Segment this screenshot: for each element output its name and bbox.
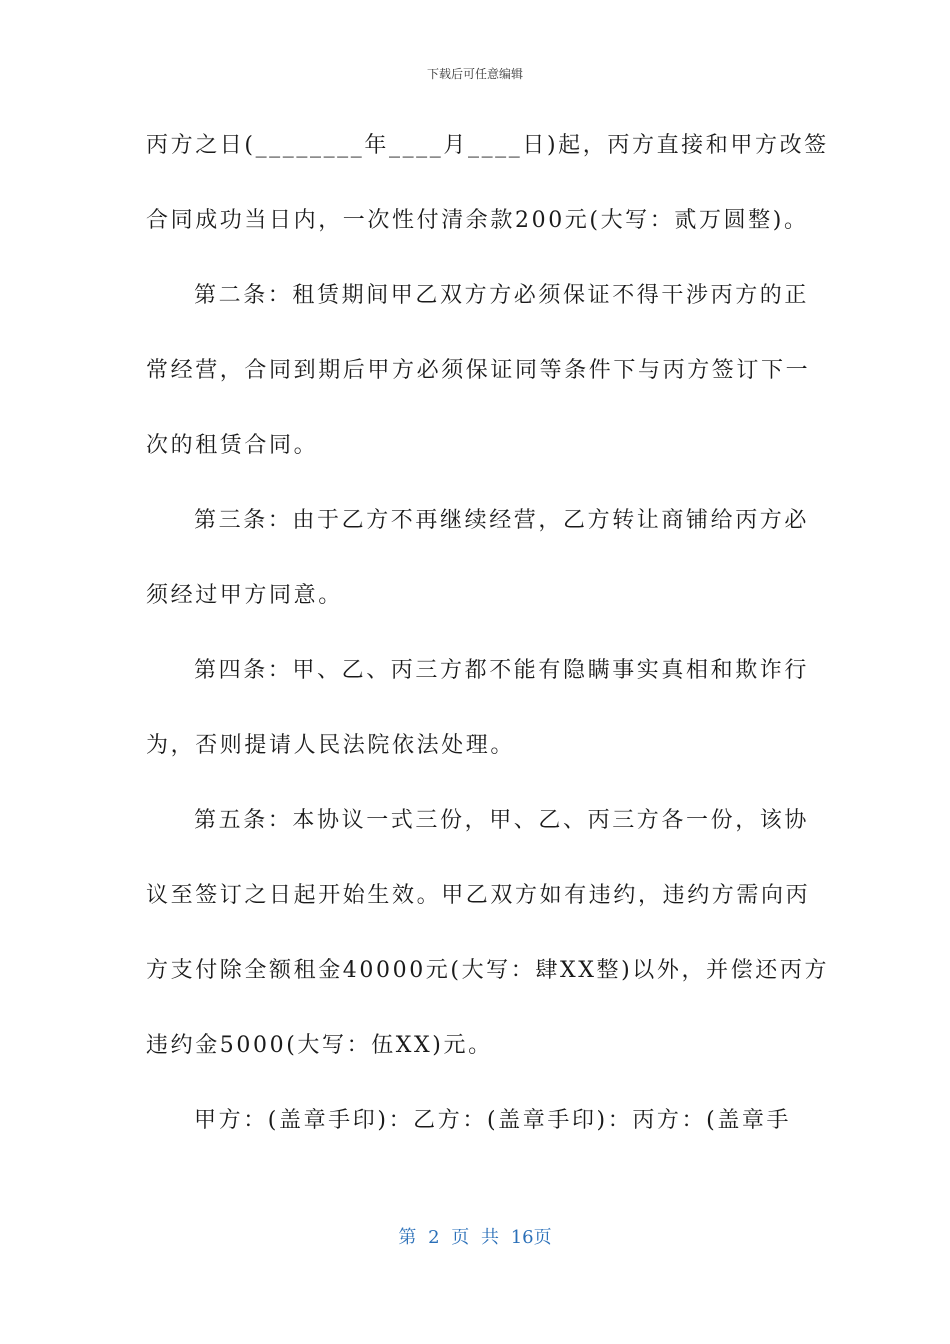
document-body — [146, 108, 830, 1158]
text-line: 须经过甲方同意。 — [146, 583, 343, 608]
page-number: 第 2 页 共 16页 — [398, 1227, 552, 1248]
text-line: 方支付除全额租金40000元(大写：肆XX整)以外，并偿还丙方 — [146, 958, 830, 983]
text-line: 次的租赁合同。 — [146, 433, 319, 458]
text-line: 议至签订之日起开始生效。甲乙双方如有违约，违约方需向丙 — [146, 883, 811, 908]
text-line: 为，否则提请人民法院依法处理。 — [146, 733, 516, 758]
text-line: 第四条：甲、乙、丙三方都不能有隐瞒事实真相和欺诈行 — [194, 658, 810, 683]
text-line: 甲方：(盖章手印)：乙方：(盖章手印)：丙方：(盖章手 — [194, 1108, 792, 1133]
text-line: 常经营，合同到期后甲方必须保证同等条件下与丙方签订下一 — [146, 358, 811, 383]
text-line: 违约金5000(大写：伍XX)元。 — [146, 1033, 493, 1058]
text-line: 第三条：由于乙方不再继续经营，乙方转让商铺给丙方必 — [194, 508, 810, 533]
page-header: 下载后可任意编辑 — [426, 67, 523, 81]
text-line: 合同成功当日内，一次性付清余款200元(大写：贰万圆整)。 — [146, 208, 809, 233]
text-line: 第五条：本协议一式三份，甲、乙、丙三方各一份，该协 — [194, 808, 810, 833]
text-line: 丙方之日(________年____月____日)起，丙方直接和甲方改签 — [146, 133, 829, 158]
text-line: 第二条：租赁期间甲乙双方方必须保证不得干涉丙方的正 — [194, 283, 810, 308]
